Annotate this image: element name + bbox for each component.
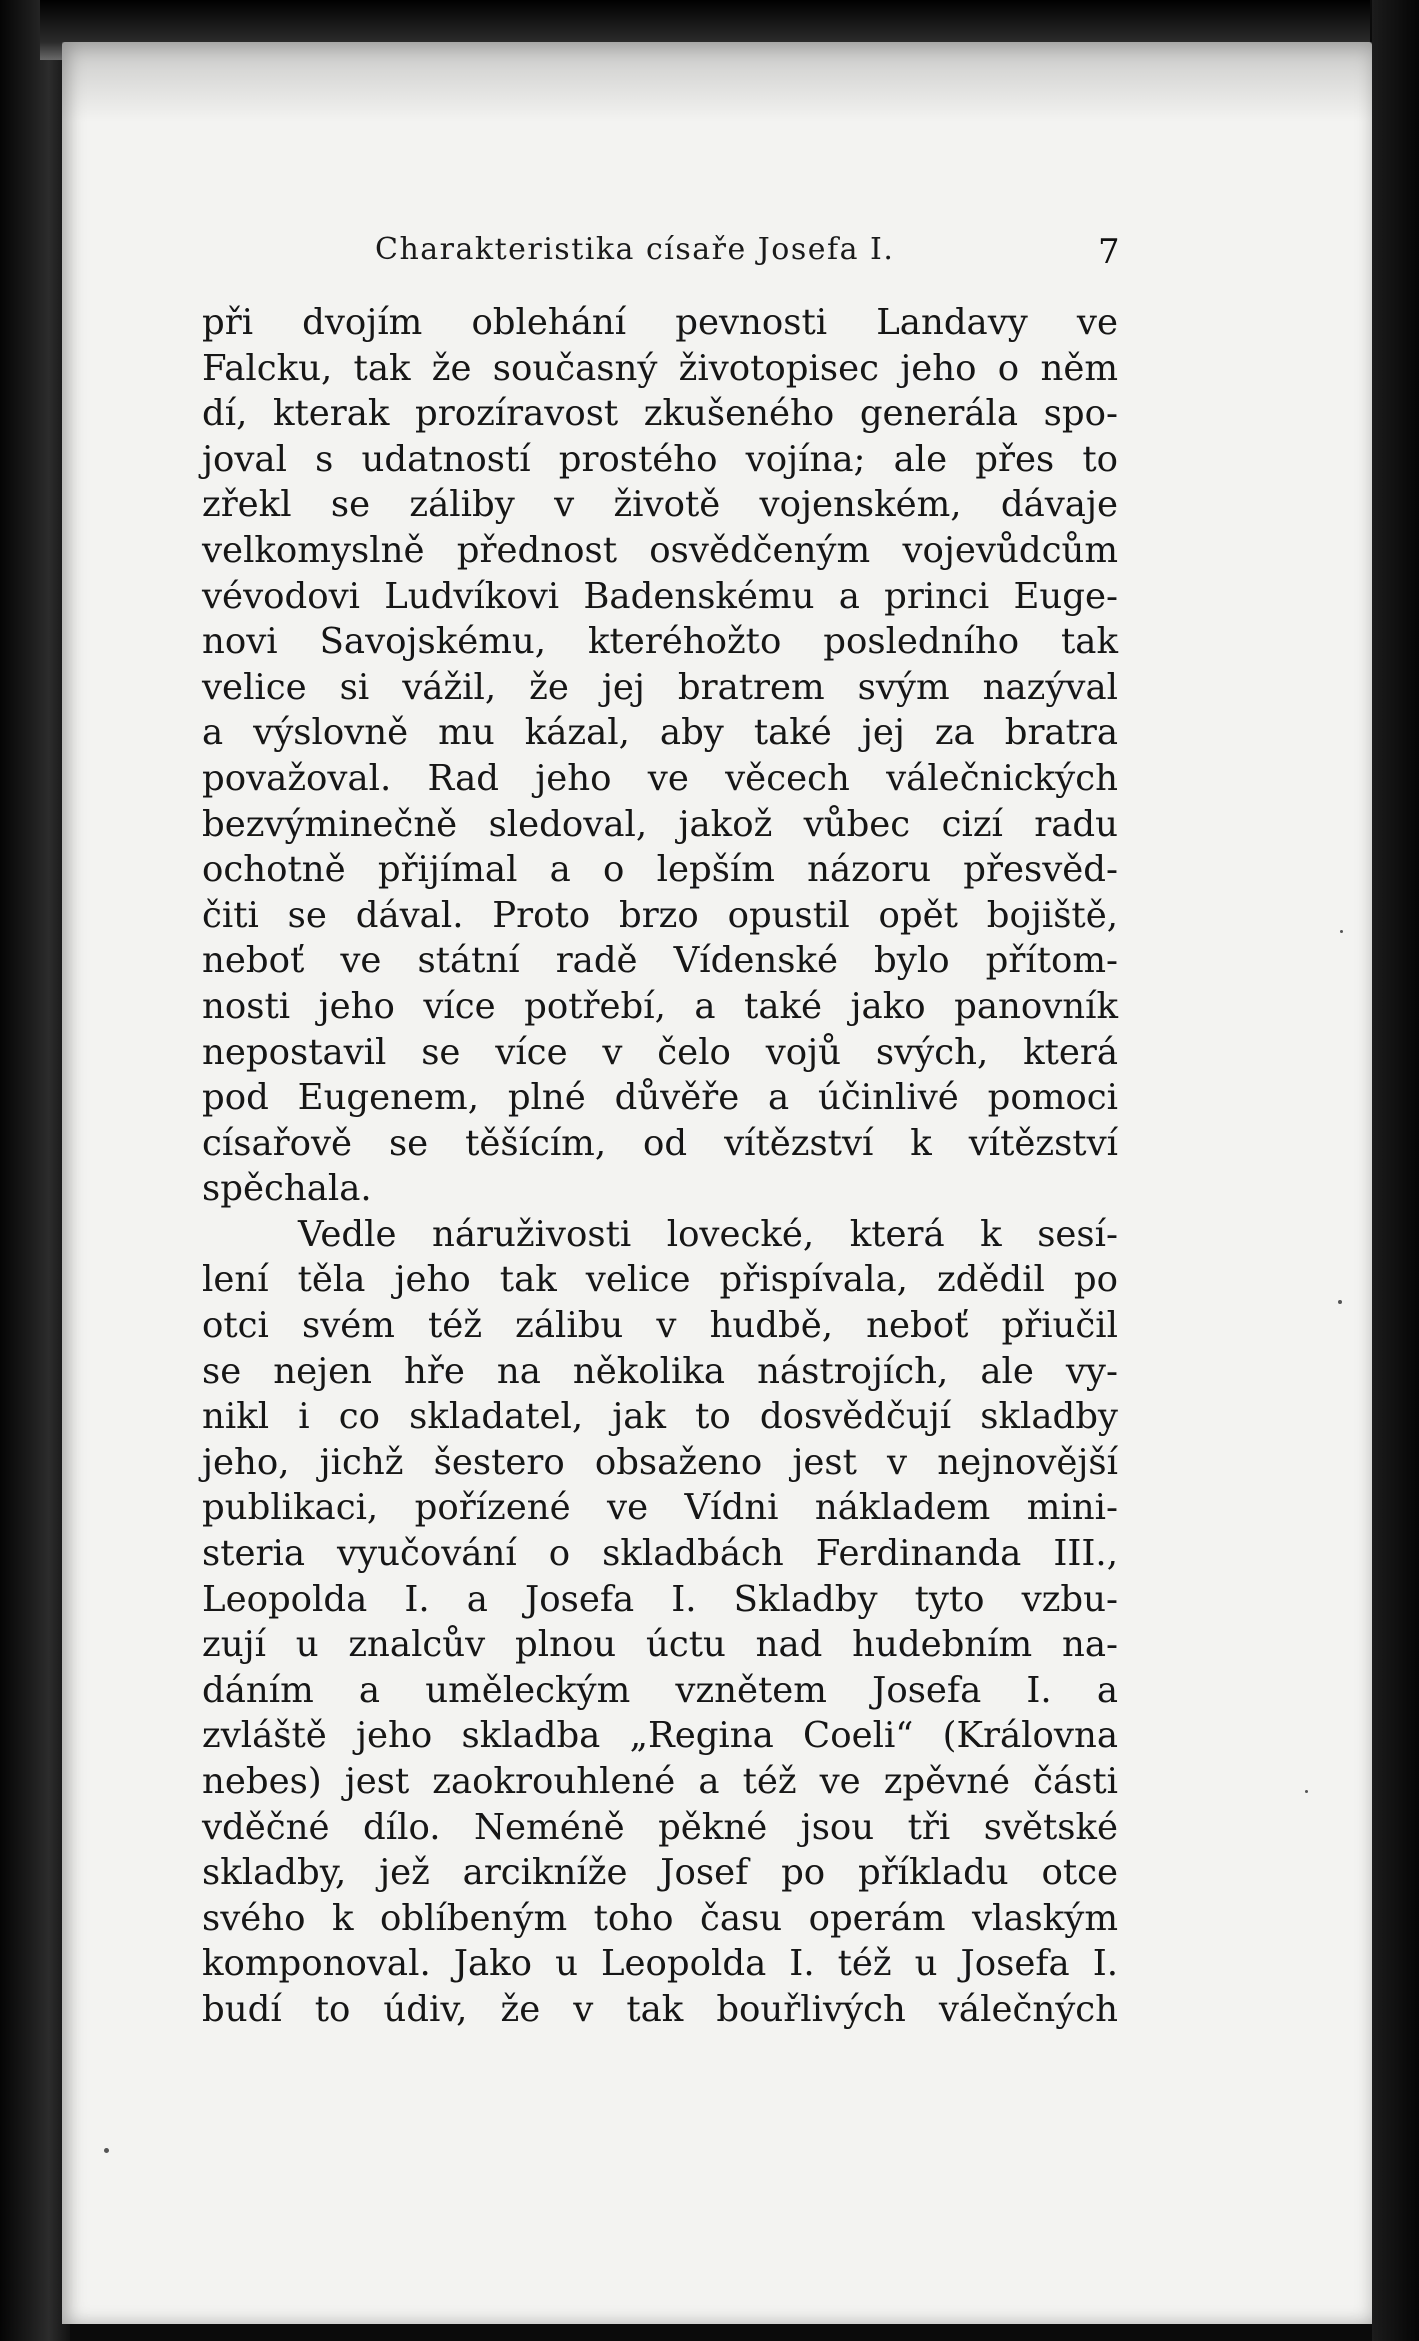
text-line: novi Savojskému, kteréhožto posledního tak bbox=[202, 621, 1118, 663]
scan-speck bbox=[1305, 1790, 1308, 1793]
text-line: velice si vážil, že jej bratrem svým nazýval bbox=[202, 666, 1118, 708]
text-line: ochotně přijímal a o lepším názoru přesvěd- bbox=[202, 849, 1118, 891]
page-number: 7 bbox=[1098, 232, 1120, 272]
text-line: svého k oblíbeným toho času operám vlaským bbox=[202, 1897, 1118, 1939]
text-line: Leopolda I. a Josefa I. Skladby tyto vzbu- bbox=[202, 1578, 1118, 1620]
text-line: císařově se těšícím, od vítězství k vítězství bbox=[202, 1122, 1118, 1164]
text-line: zřekl se záliby v životě vojenském, dávaje bbox=[202, 484, 1118, 526]
text-line: budí to údiv, že v tak bouřlivých válečných bbox=[202, 1988, 1118, 2030]
text-line: vévodovi Ludvíkovi Badenskému a princi Euge- bbox=[202, 575, 1118, 617]
text-line: joval s udatností prostého vojína; ale přes to bbox=[202, 438, 1118, 480]
text-line: dí, kterak prozíravost zkušeného generála spo- bbox=[202, 393, 1118, 435]
text-line: bezvýminečně sledoval, jakož vůbec cizí radu bbox=[202, 803, 1118, 845]
paragraph bbox=[202, 1212, 1118, 2033]
text-line: spěchala. bbox=[202, 1168, 372, 1210]
text-line: Falcku, tak že současný životopisec jeho o něm bbox=[202, 347, 1118, 389]
text-line: považoval. Rad jeho ve věcech válečnických bbox=[202, 757, 1118, 799]
paragraph bbox=[202, 300, 1118, 1212]
text-line: neboť ve státní radě Vídenské bylo přítom- bbox=[202, 940, 1118, 982]
text-line: nepostavil se více v čelo vojů svých, která bbox=[202, 1031, 1118, 1073]
text-line: nikl i co skladatel, jak to dosvědčují skladby bbox=[202, 1396, 1118, 1438]
text-line: a výslovně mu kázal, aby také jej za bratra bbox=[202, 712, 1118, 754]
text-line: čiti se dával. Proto brzo opustil opět bojiště, bbox=[202, 894, 1118, 936]
text-line: nosti jeho více potřebí, a také jako panovník bbox=[202, 985, 1118, 1027]
text-line: zují u znalcův plnou úctu nad hudebním na- bbox=[202, 1624, 1118, 1666]
text-line: zvláště jeho skladba „Regina Coeli“ (Královna bbox=[202, 1715, 1118, 1757]
text-line: jeho, jichž šestero obsaženo jest v nejnovější bbox=[202, 1441, 1118, 1483]
text-line: lení těla jeho tak velice přispívala, zdědil po bbox=[202, 1259, 1118, 1301]
text-line: skladby, jež arcikníže Josef po příkladu otce bbox=[202, 1852, 1118, 1894]
text-line: komponoval. Jako u Leopolda I. též u Josefa I. bbox=[202, 1943, 1118, 1985]
text-line: vděčné dílo. Neméně pěkné jsou tři světské bbox=[202, 1806, 1118, 1848]
text-line: otci svém též zálibu v hudbě, neboť přiučil bbox=[202, 1305, 1118, 1347]
text-line: při dvojím oblehání pevnosti Landavy ve bbox=[202, 302, 1118, 343]
text-line: pod Eugenem, plné důvěře a účinlivé pomoci bbox=[202, 1077, 1118, 1119]
scan-right-edge bbox=[1372, 0, 1419, 2341]
body-text bbox=[202, 300, 1118, 2033]
scan-speck bbox=[104, 2148, 109, 2153]
text-line: velkomyslně přednost osvědčeným vojevůdcům bbox=[202, 529, 1118, 571]
text-line: Vedle náruživosti lovecké, která k sesí- bbox=[298, 1213, 1118, 1255]
scan-speck bbox=[1338, 1300, 1342, 1304]
running-head bbox=[0, 232, 1419, 276]
running-head-title: Charakteristika císaře Josefa I. bbox=[375, 232, 895, 267]
text-line: steria vyučování o skladbách Ferdinanda III., bbox=[202, 1533, 1118, 1575]
text-line: dáním a uměleckým vznětem Josefa I. a bbox=[202, 1669, 1118, 1711]
text-line: nebes) jest zaokrouhlené a též ve zpěvné části bbox=[202, 1761, 1118, 1802]
text-line: publikaci, pořízené ve Vídni nákladem mini- bbox=[202, 1487, 1118, 1529]
text-line: se nejen hře na několika nástrojích, ale vy- bbox=[202, 1350, 1118, 1392]
scan-left-edge bbox=[0, 0, 70, 2341]
scan-speck bbox=[1340, 930, 1343, 933]
